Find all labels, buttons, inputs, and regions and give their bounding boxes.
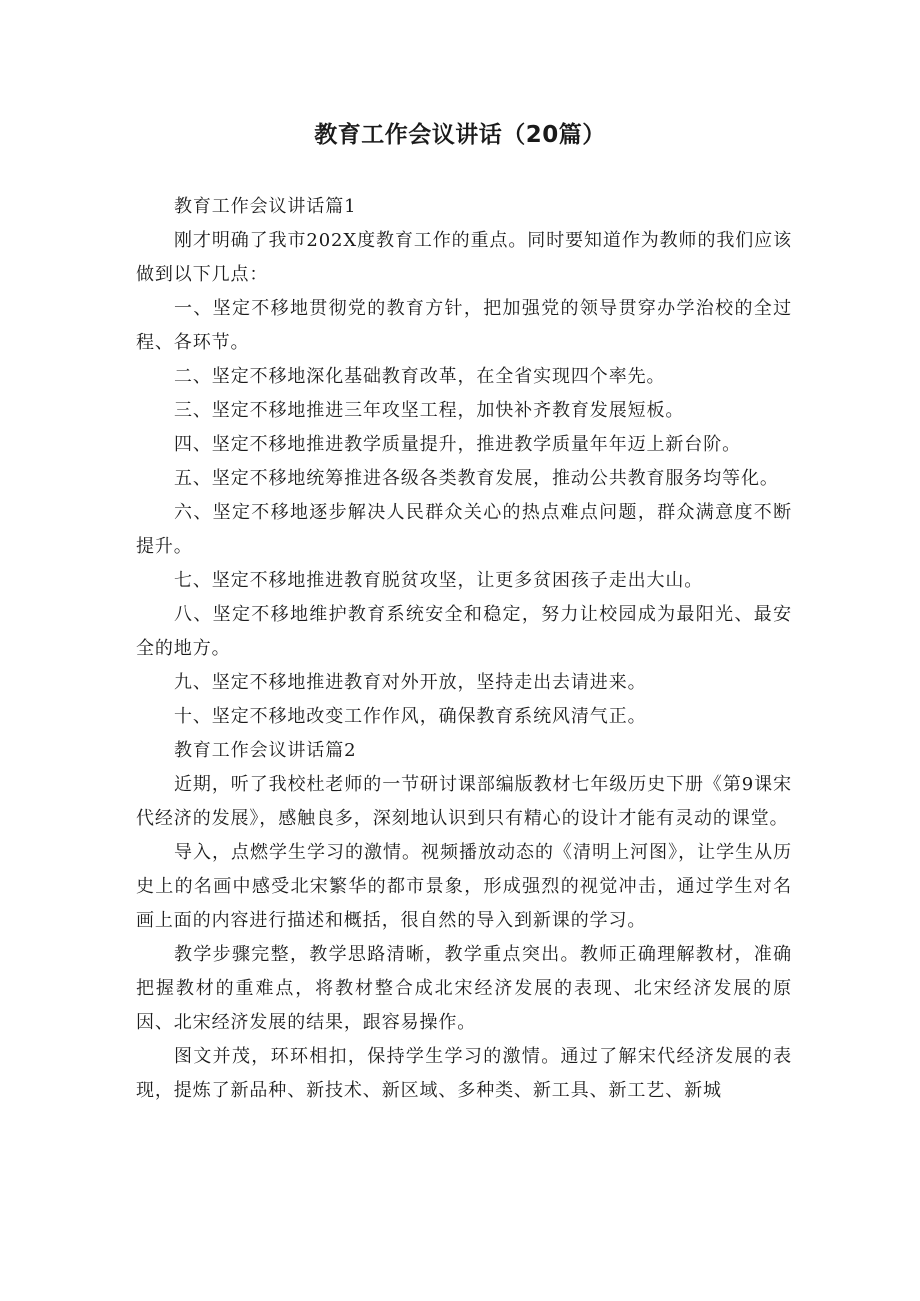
paragraph: 导入，点燃学生学习的激情。视频播放动态的《清明上河图》，让学生从历史上的名画中感受北宋繁华的都市景象，形成强烈的视觉冲击，通过学生对名画上面的内容进行描述和概括，很自然的导入到新课的学习。 [136, 842, 792, 931]
list-item: 四、坚定不移地推进教学质量提升，推进教学质量年年迈上新台阶。 [174, 434, 741, 455]
section-heading-2: 教育工作会议讲话篇2 [174, 740, 357, 761]
list-item: 六、坚定不移地逐步解决人民群众关心的热点难点问题，群众满意度不断提升。 [136, 502, 792, 557]
document-body [136, 190, 792, 1108]
paragraph: 近期，听了我校杜老师的一节研讨课部编版教材七年级历史下册《第9课宋代经济的发展》，感触良多，深刻地认识到只有精心的设计才能有灵动的课堂。 [136, 774, 792, 829]
list-item: 七、坚定不移地推进教育脱贫攻坚，让更多贫困孩子走出大山。 [174, 570, 704, 591]
list-item: 二、坚定不移地深化基础教育改革，在全省实现四个率先。 [174, 366, 666, 387]
paragraph: 刚才明确了我市202X度教育工作的重点。同时要知道作为教师的我们应该做到以下几点： [136, 230, 792, 285]
list-item: 一、坚定不移地贯彻党的教育方针，把加强党的领导贯穿办学治校的全过程、各环节。 [136, 298, 792, 353]
document-title: 教育工作会议讲话（20篇） [314, 122, 606, 148]
paragraph: 图文并茂，环环相扣，保持学生学习的激情。通过了解宋代经济发展的表现，提炼了新品种、新技术、新区域、多种类、新工具、新工艺、新城 [136, 1046, 792, 1101]
list-item: 三、坚定不移地推进三年攻坚工程，加快补齐教育发展短板。 [174, 400, 685, 421]
paragraph: 教学步骤完整，教学思路清晰，教学重点突出。教师正确理解教材，准确把握教材的重难点，将教材整合成北宋经济发展的表现、北宋经济发展的原因、北宋经济发展的结果，跟容易操作。 [136, 944, 792, 1033]
section-heading-1: 教育工作会议讲话篇1 [174, 196, 357, 217]
list-item: 九、坚定不移地推进教育对外开放，坚持走出去请进来。 [174, 672, 647, 693]
list-item: 五、坚定不移地统筹推进各级各类教育发展，推动公共教育服务均等化。 [174, 468, 779, 489]
list-item: 十、坚定不移地改变工作作风，确保教育系统风清气正。 [174, 706, 647, 727]
list-item: 八、坚定不移地维护教育系统安全和稳定，努力让校园成为最阳光、最安全的地方。 [136, 604, 792, 659]
